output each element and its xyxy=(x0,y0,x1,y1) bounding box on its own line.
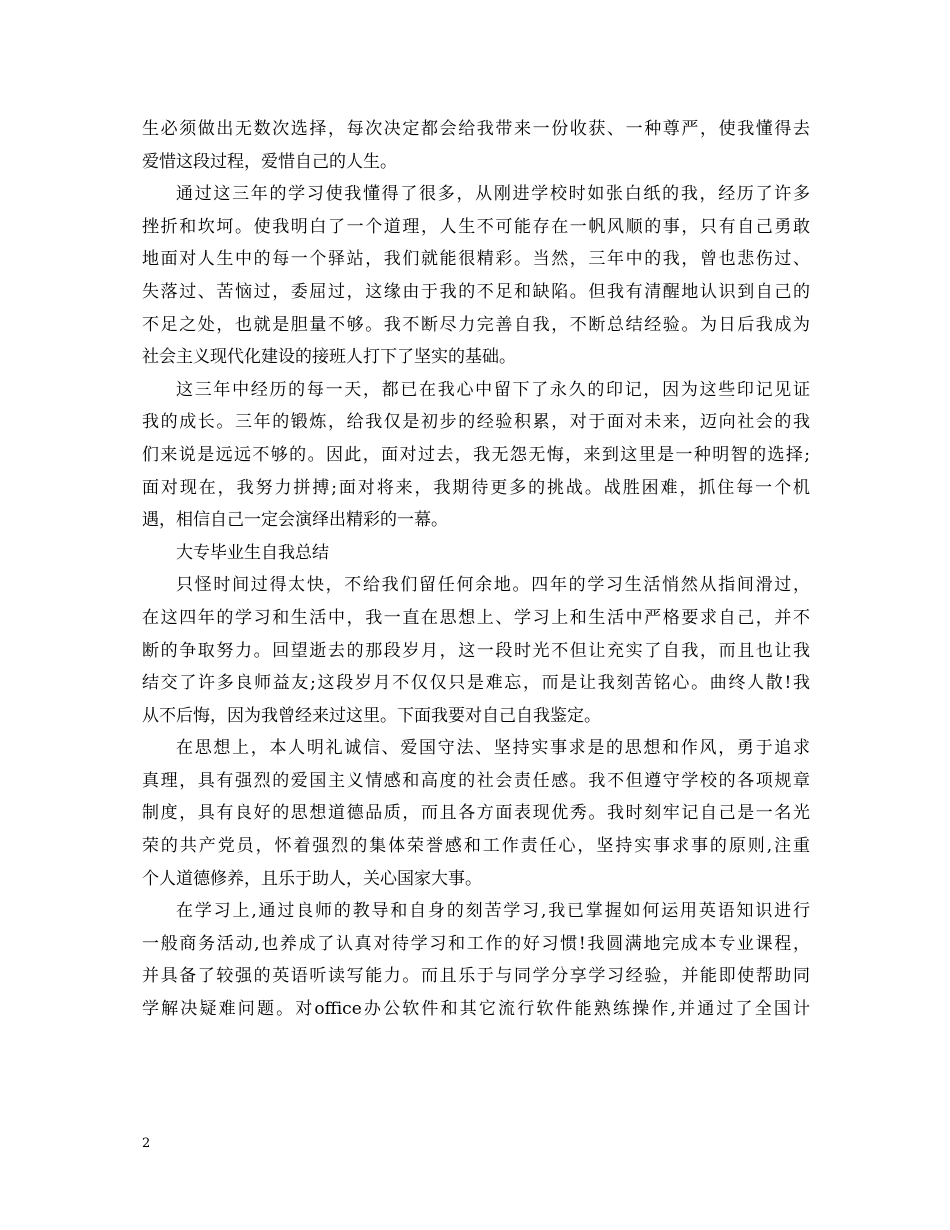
text-line: 爱惜这段过程，爱惜自己的人生。 xyxy=(142,151,397,172)
document-body xyxy=(142,113,810,1026)
text-line: 结交了许多良师益友;这段岁月不仅仅只是难忘，而是让我刻苦铭心。曲终人散!我 xyxy=(142,673,810,694)
text-line: 失落过、苦恼过，委屈过，这缘由于我的不足和缺陷。但我有清醒地认识到自己的 xyxy=(142,281,810,302)
text-line: 从不后悔，因为我曾经来过这里。下面我要对自己自我鉴定。 xyxy=(142,705,601,726)
text-line: 真理，具有强烈的爱国主义情感和高度的社会责任感。我不但遵守学校的各项规章 xyxy=(142,770,810,791)
page-number: 2 xyxy=(142,1136,151,1151)
text-line: 面对现在，我努力拼搏;面对将来，我期待更多的挑战。战胜困难，抓住每一个机 xyxy=(142,477,810,498)
text-line: 制度，具有良好的思想道德品质，而且各方面表现优秀。我时刻牢记自己是一名光 xyxy=(142,803,810,824)
text-line: 我的成长。三年的锻炼，给我仅是初步的经验积累，对于面对未来，迈向社会的我 xyxy=(142,412,810,433)
text-line: 通过这三年的学习使我懂得了很多，从刚进学校时如张白纸的我，经历了许多 xyxy=(176,184,810,205)
text-line: 在这四年的学习和生活中，我一直在思想上、学习上和生活中严格要求自己，并不 xyxy=(142,607,810,628)
text-line: 挫折和坎坷。使我明白了一个道理，人生不可能存在一帆风顺的事，只有自己勇敢 xyxy=(142,216,810,237)
text-line: 在学习上,通过良师的教导和自身的刻苦学习,我已掌握如何运用英语知识进行 xyxy=(176,901,810,922)
text-line: 在思想上，本人明礼诚信、爱国守法、坚持实事求是的思想和作风，勇于追求 xyxy=(176,738,810,759)
text-line: 地面对人生中的每一个驿站，我们就能很精彩。当然，三年中的我，曾也悲伤过、 xyxy=(142,249,810,270)
text-line: 遇，相信自己一定会演绎出精彩的一幕。 xyxy=(142,510,448,531)
text-line: 断的争取努力。回望逝去的那段岁月，这一段时光不但让充实了自我，而且也让我 xyxy=(142,640,810,661)
text-line: 只怪时间过得太快，不给我们留任何余地。四年的学习生活悄然从指间滑过， xyxy=(176,575,810,596)
text-line: 荣的共产党员，怀着强烈的集体荣誉感和工作责任心，坚持实事求事的原则,注重 xyxy=(142,836,810,857)
text-line: 一般商务活动,也养成了认真对待学习和工作的好习惯!我圆满地完成本专业课程， xyxy=(142,933,810,954)
text-line: 个人道德修养，且乐于助人，关心国家大事。 xyxy=(142,868,482,889)
text-line: 不足之处，也就是胆量不够。我不断尽力完善自我，不断总结经验。为日后我成为 xyxy=(142,314,810,335)
section-heading: 大专毕业生自我总结 xyxy=(176,542,329,563)
text-line: 社会主义现代化建设的接班人打下了坚实的基础。 xyxy=(142,347,516,368)
text-line: 并具备了较强的英语听读写能力。而且乐于与同学分享学习经验，并能即使帮助同 xyxy=(142,966,810,987)
text-line: 们来说是远远不够的。因此，面对过去，我无怨无悔，来到这里是一种明智的选择; xyxy=(142,444,810,465)
text-line: 学解决疑难问题。对office办公软件和其它流行软件能熟练操作,并通过了全国计 xyxy=(142,999,810,1020)
text-line: 生必须做出无数次选择，每次决定都会给我带来一份收获、一种尊严，使我懂得去 xyxy=(142,119,810,139)
text-line: 这三年中经历的每一天，都已在我心中留下了永久的印记，因为这些印记见证 xyxy=(176,379,810,400)
